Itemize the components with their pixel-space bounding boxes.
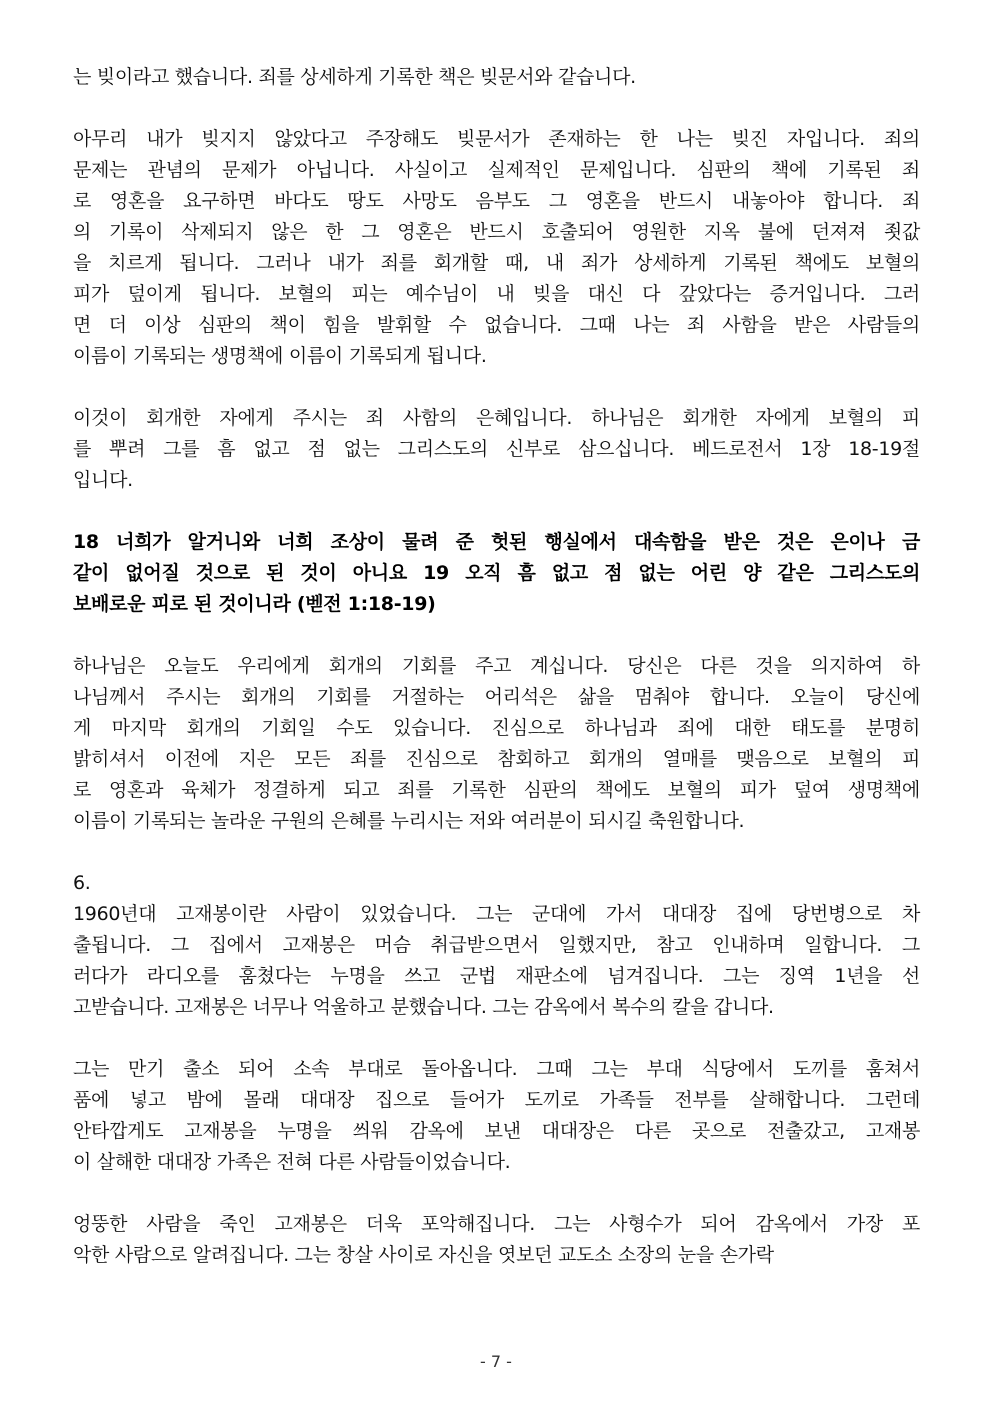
paragraph <box>73 1054 920 1178</box>
text-line: 1960년대 고재봉이란 사람이 있었습니다. 그는 군대에 가서 대대장 집에 당번병으로 차 <box>73 903 920 925</box>
text-line: 을 치르게 됩니다. 그러나 내가 죄를 회개할 때, 내 죄가 상세하게 기록된 책에도 보혈의 <box>73 252 920 274</box>
paragraph <box>73 403 920 496</box>
text-line: 아무리 내가 빚지지 않았다고 주장해도 빚문서가 존재하는 한 나는 빚진 자입니다. 죄의 <box>73 128 920 150</box>
text-line: 이 살해한 대대장 가족은 전혀 다른 사람들이었습니다. <box>73 1151 511 1173</box>
text-line: 하나님은 오늘도 우리에게 회개의 기회를 주고 계십니다. 당신은 다른 것을 의지하여 하 <box>73 655 920 677</box>
page-number: - 7 - <box>480 1352 512 1371</box>
text-line: 6. <box>73 872 91 894</box>
text-line: 는 빚이라고 했습니다. 죄를 상세하게 기록한 책은 빚문서와 같습니다. <box>73 66 636 88</box>
text-line: 러다가 라디오를 훔쳤다는 누명을 쓰고 군법 재판소에 넘겨집니다. 그는 징역 1년을 선 <box>73 965 920 987</box>
text-line: 품에 넣고 밤에 몰래 대대장 집으로 들어가 도끼로 가족들 전부를 살해합니다. 그런데 <box>73 1089 920 1111</box>
paragraph <box>73 1209 920 1271</box>
text-line: 게 마지막 회개의 기회일 수도 있습니다. 진심으로 하나님과 죄에 대한 태도를 분명히 <box>73 717 920 739</box>
text-line: 로 영혼과 육체가 정결하게 되고 죄를 기록한 심판의 책에도 보혈의 피가 덮여 생명책에 <box>73 779 920 801</box>
text-line: 엉뚱한 사람을 죽인 고재봉은 더욱 포악해집니다. 그는 사형수가 되어 감옥에서 가장 포 <box>73 1213 920 1235</box>
paragraph <box>73 124 920 372</box>
paragraph <box>73 899 920 1023</box>
text-line: 밝히셔서 이전에 지은 모든 죄를 진심으로 참회하고 회개의 열매를 맺음으로 보혈의 피 <box>73 748 920 770</box>
paragraph <box>73 62 920 93</box>
text-line: 안타깝게도 고재봉을 누명을 씌워 감옥에 보낸 대대장은 다른 곳으로 전출갔고, 고재봉 <box>73 1120 920 1142</box>
text-line: 그는 만기 출소 되어 소속 부대로 돌아옵니다. 그때 그는 부대 식당에서 도끼를 훔쳐서 <box>73 1058 920 1080</box>
text-line: 로 영혼을 요구하면 바다도 땅도 사망도 음부도 그 영혼을 반드시 내놓아야 합니다. 죄 <box>73 190 920 212</box>
text-line: 18 너희가 알거니와 너희 조상이 물려 준 헛된 행실에서 대속함을 받은 것은 은이나 금 <box>73 531 920 553</box>
text-line: 의 기록이 삭제되지 않은 한 그 영혼은 반드시 호출되어 영원한 지옥 불에 던져져 죗값 <box>73 221 920 243</box>
text-line: 입니다. <box>73 469 133 491</box>
text-line: 고받습니다. 고재봉은 너무나 억울하고 분했습니다. 그는 감옥에서 복수의 칼을 갑니다. <box>73 996 774 1018</box>
section-number <box>73 868 920 899</box>
text-line: 악한 사람으로 알려집니다. 그는 창살 사이로 자신을 엿보던 교도소 소장의 눈을 손가락 <box>73 1244 774 1266</box>
paragraph <box>73 651 920 837</box>
text-line: 나님께서 주시는 회개의 기회를 거절하는 어리석은 삶을 멈춰야 합니다. 오늘이 당신에 <box>73 686 920 708</box>
scripture-quote <box>73 527 920 620</box>
document-body <box>73 62 920 1302</box>
text-line: 이름이 기록되는 생명책에 이름이 기록되게 됩니다. <box>73 345 487 367</box>
text-line: 출됩니다. 그 집에서 고재봉은 머슴 취급받으면서 일했지만, 참고 인내하며 일합니다. 그 <box>73 934 920 956</box>
text-line: 문제는 관념의 문제가 아닙니다. 사실이고 실제적인 문제입니다. 심판의 책에 기록된 죄 <box>73 159 920 181</box>
text-line: 를 뿌려 그를 흠 없고 점 없는 그리스도의 신부로 삼으십니다. 베드로전서 1장 18-19절 <box>73 438 920 460</box>
text-line: 이것이 회개한 자에게 주시는 죄 사함의 은혜입니다. 하나님은 회개한 자에게 보혈의 피 <box>73 407 920 429</box>
text-line: 면 더 이상 심판의 책이 힘을 발휘할 수 없습니다. 그때 나는 죄 사함을 받은 사람들의 <box>73 314 920 336</box>
text-line: 피가 덮이게 됩니다. 보혈의 피는 예수님이 내 빚을 대신 다 갚았다는 증거입니다. 그러 <box>73 283 920 305</box>
text-line: 같이 없어질 것으로 된 것이 아니요 19 오직 흠 없고 점 없는 어린 양 같은 그리스도의 <box>73 562 920 584</box>
text-line: 보배로운 피로 된 것이니라 (벧전 1:18-19) <box>73 593 436 615</box>
text-line: 이름이 기록되는 놀라운 구원의 은혜를 누리시는 저와 여러분이 되시길 축원합니다. <box>73 810 745 832</box>
